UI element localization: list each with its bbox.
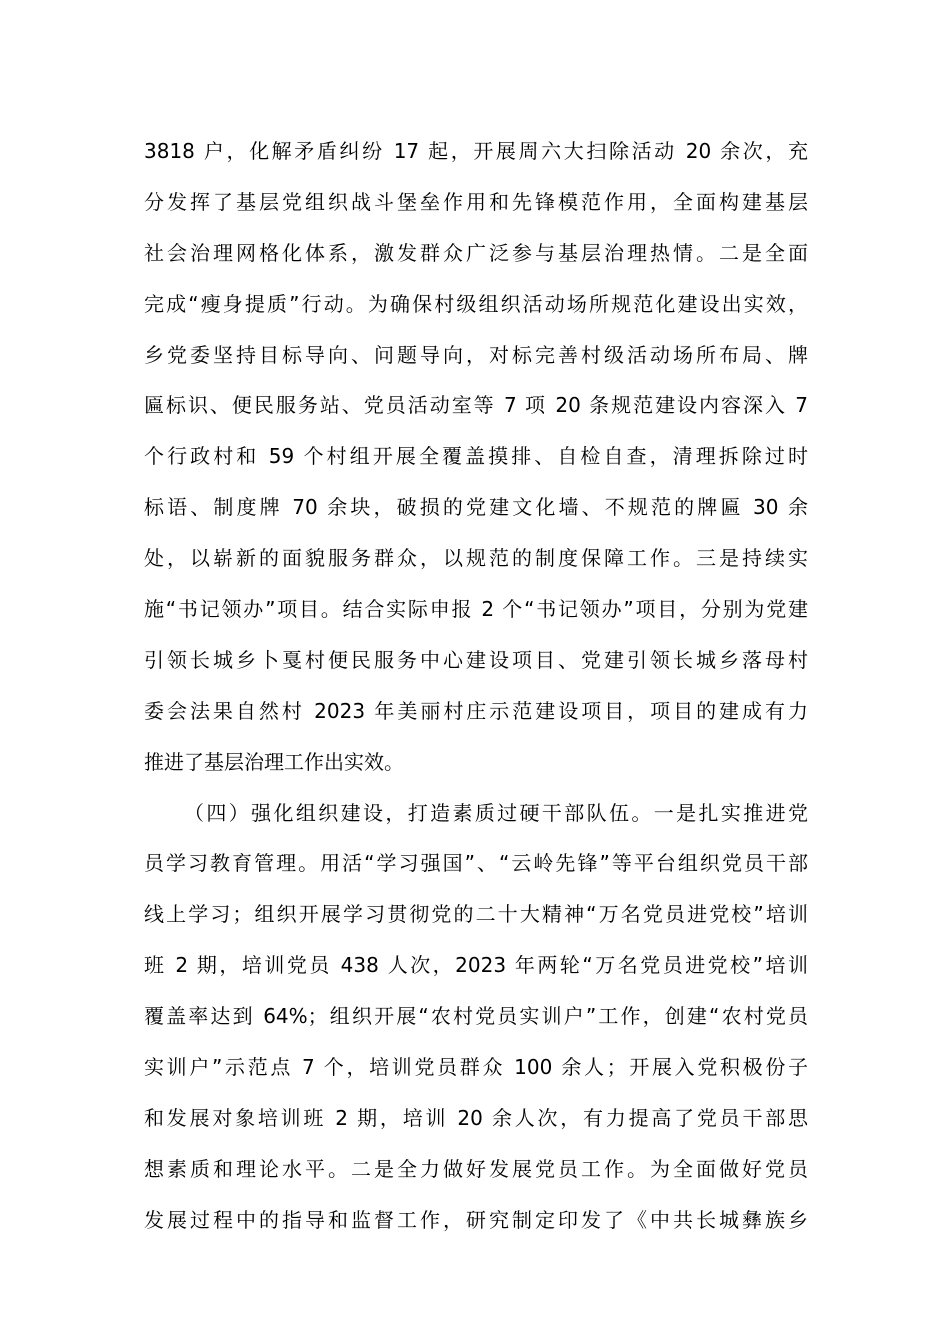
text-line: 和发展对象培训班 2 期，培训 20 余人次，有力提高了党员干部思 <box>144 1105 808 1130</box>
text-line: 分发挥了基层党组织战斗堡垒作用和先锋模范作用，全面构建基层 <box>144 189 808 214</box>
paragraph-end-line: 推进了基层治理工作出实效。 <box>144 749 404 774</box>
document-body-text <box>144 129 808 1249</box>
text-line: 委会法果自然村 2023 年美丽村庄示范建设项目，项目的建成有力 <box>144 698 808 723</box>
text-line: 处，以崭新的面貌服务群众，以规范的制度保障工作。三是持续实 <box>144 546 808 571</box>
text-line: 社会治理网格化体系，激发群众广泛参与基层治理热情。二是全面 <box>144 240 808 265</box>
text-line: 乡党委坚持目标导向、问题导向，对标完善村级活动场所布局、牌 <box>144 342 808 367</box>
section-heading-line: （四）强化组织建设，打造素质过硬干部队伍。一是扎实推进党 <box>184 800 808 825</box>
text-line: 发展过程中的指导和监督工作，研究制定印发了《中共长城彝族乡 <box>144 1207 808 1232</box>
text-line: 线上学习；组织开展学习贯彻党的二十大精神“万名党员进党校”培训 <box>144 902 808 927</box>
text-line: 完成“瘦身提质”行动。为确保村级组织活动场所规范化建设出实效， <box>144 291 808 316</box>
text-line: 标语、制度牌 70 余块，破损的党建文化墙、不规范的牌匾 30 余 <box>144 495 808 520</box>
text-line: 施“书记领办”项目。结合实际申报 2 个“书记领办”项目，分别为党建 <box>144 597 808 622</box>
text-line: 3818 户，化解矛盾纠纷 17 起，开展周六大扫除活动 20 余次，充 <box>144 139 808 163</box>
text-line: 班 2 期，培训党员 438 人次，2023 年两轮“万名党员进党校”培训 <box>144 953 808 978</box>
text-line: 个行政村和 59 个村组开展全覆盖摸排、自检自查，清理拆除过时 <box>144 444 808 469</box>
text-line: 想素质和理论水平。二是全力做好发展党员工作。为全面做好党员 <box>144 1156 808 1181</box>
text-line: 员学习教育管理。用活“学习强国”、“云岭先锋”等平台组织党员干部 <box>144 851 808 876</box>
text-line: 实训户”示范点 7 个，培训党员群众 100 余人；开展入党积极份子 <box>144 1055 808 1080</box>
text-line: 匾标识、便民服务站、党员活动室等 7 项 20 条规范建设内容深入 7 <box>144 393 808 418</box>
text-line: 覆盖率达到 64%；组织开展“农村党员实训户”工作，创建“农村党员 <box>144 1004 808 1029</box>
text-line: 引领长城乡卜戛村便民服务中心建设项目、党建引领长城乡落母村 <box>144 647 808 672</box>
